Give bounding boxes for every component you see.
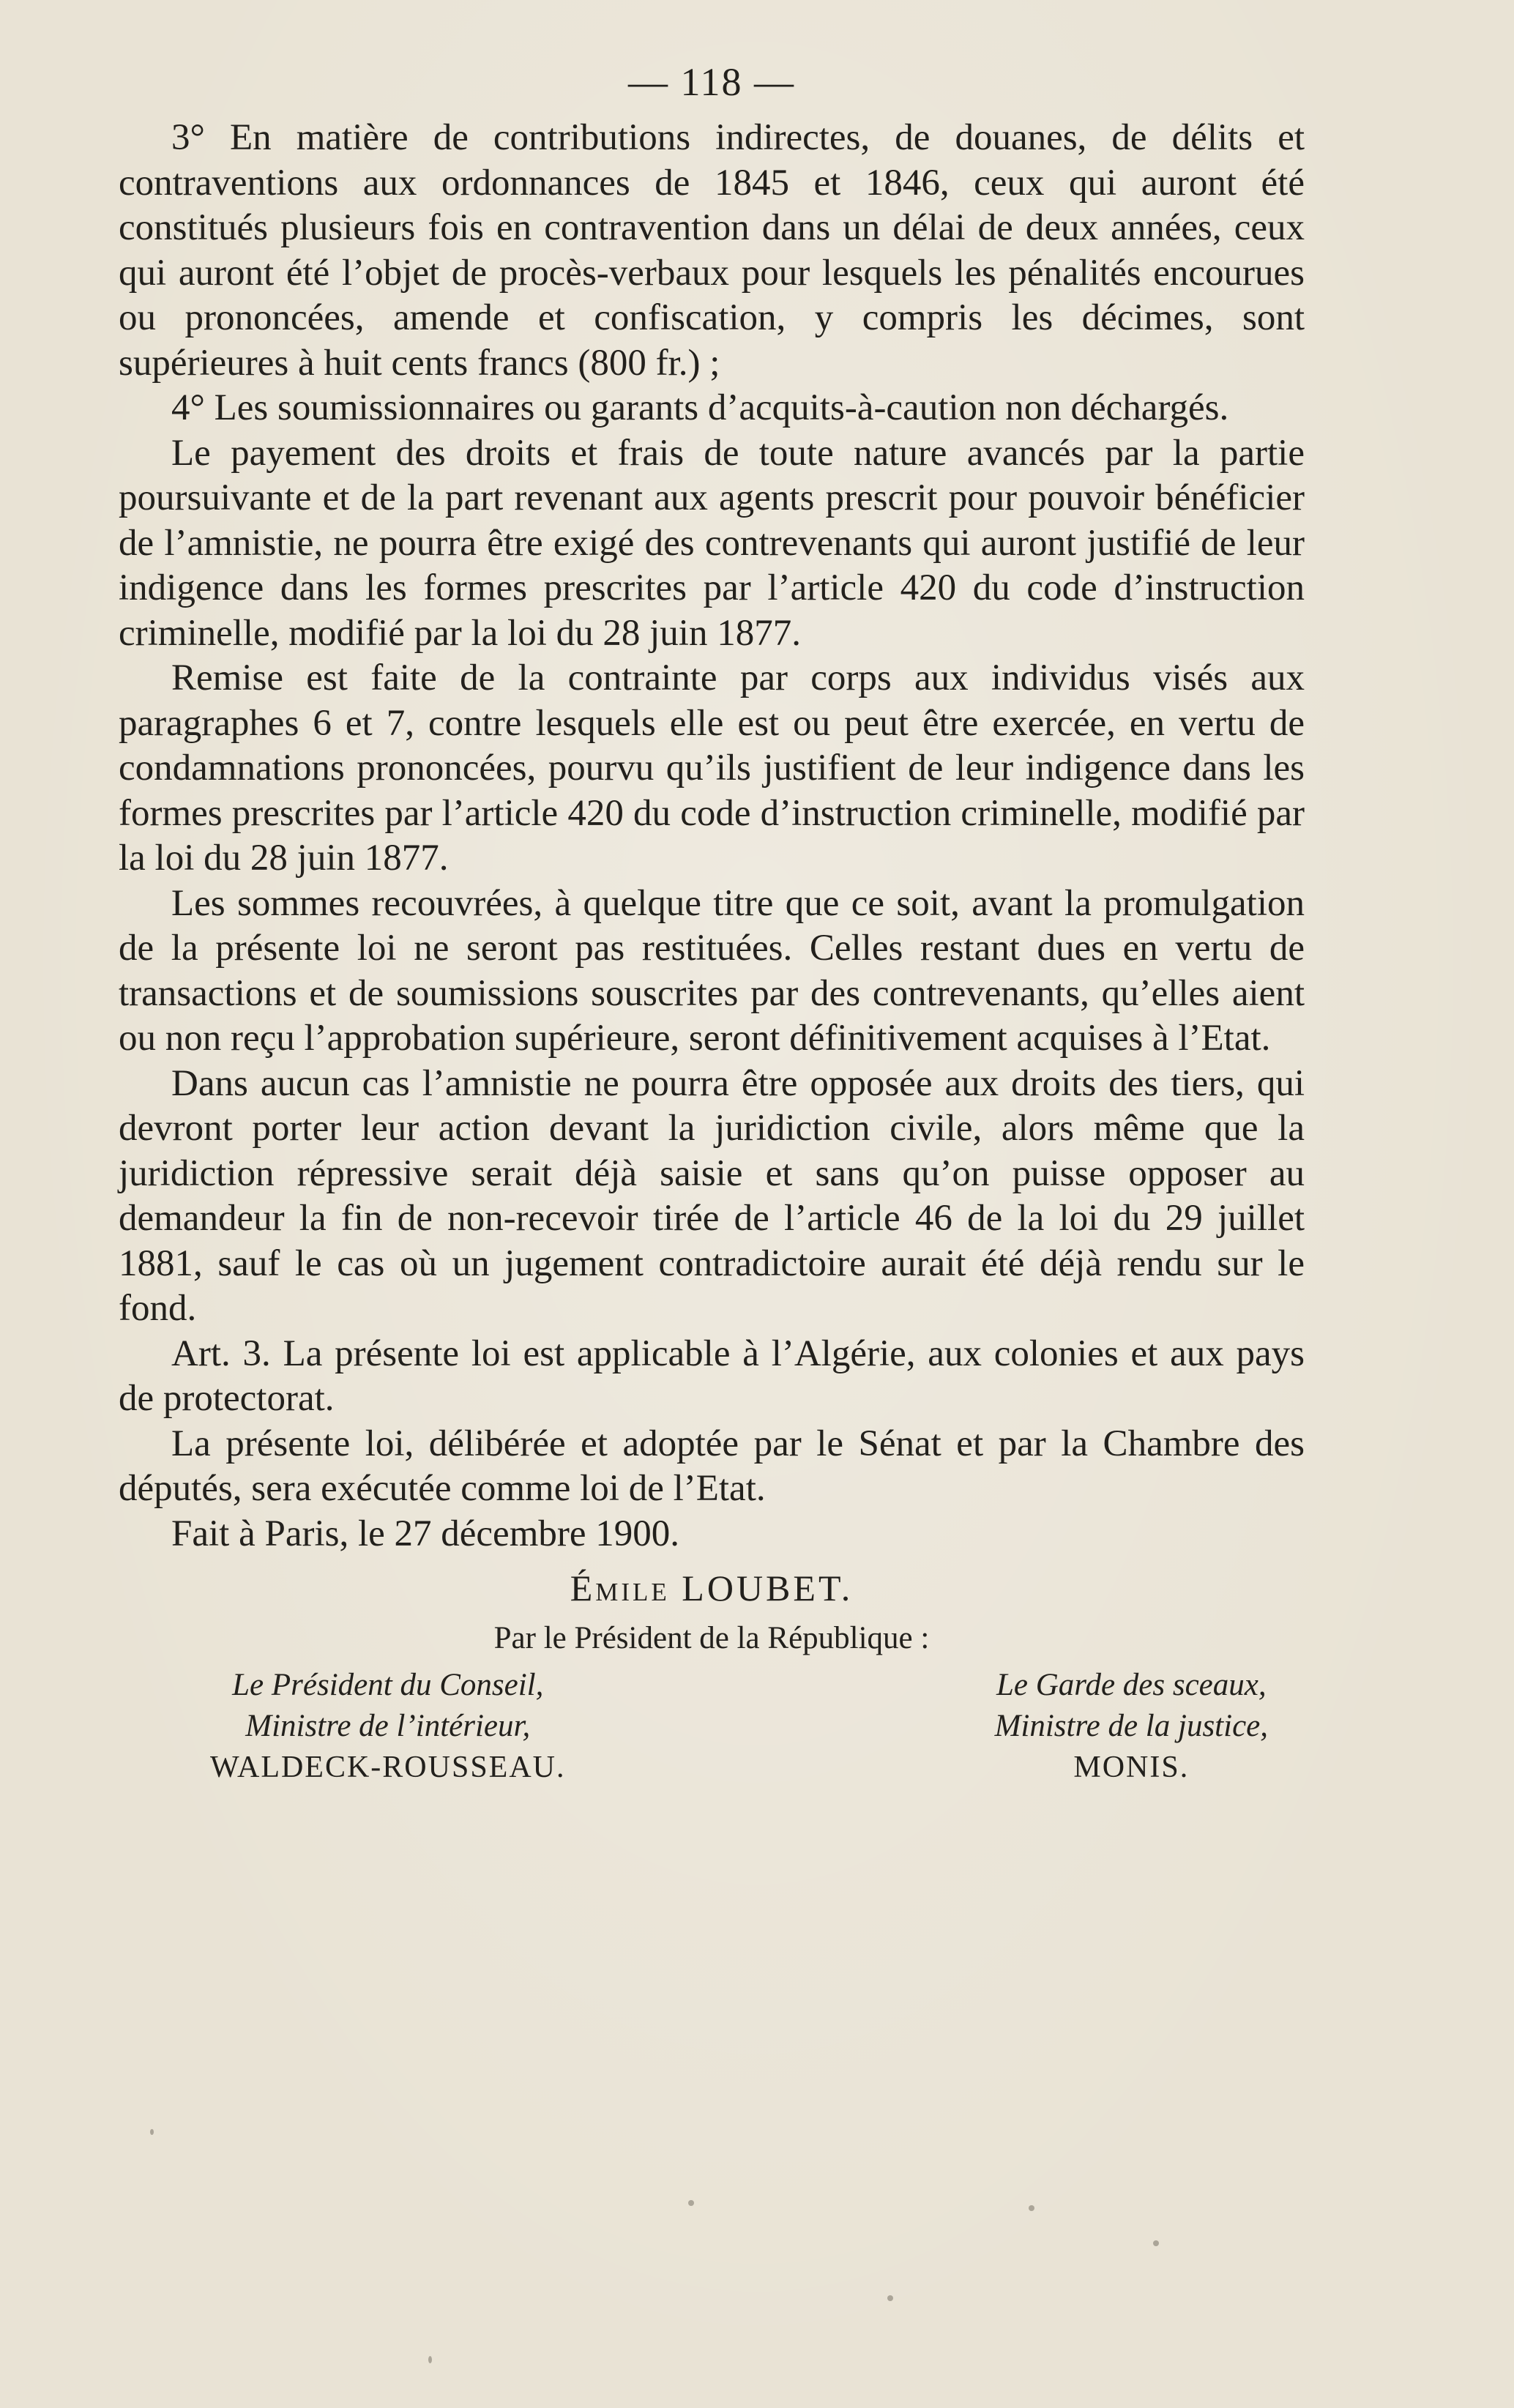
paper-speck [887, 2295, 893, 2301]
cosigner-ministry: Ministre de la justice, [994, 1709, 1268, 1743]
cosigner-ministry: Ministre de l’intérieur, [245, 1709, 531, 1743]
cosigner-title: Le Président du Conseil, [232, 1668, 544, 1702]
cosigner-garde-des-sceaux [995, 1665, 1268, 1788]
cosigner-title: Le Garde des sceaux, [996, 1668, 1267, 1702]
paragraph-article-3: Art. 3. La présente loi est applicable à l’Algérie, aux colonies et aux pays de protectorat. [119, 1332, 1305, 1419]
par-le-president: Par le Président de la République : [493, 1621, 930, 1655]
paragraph-fait-a-paris: Fait à Paris, le 27 décembre 1900. [171, 1513, 679, 1554]
paper-speck [1029, 2205, 1034, 2211]
paper-speck [1153, 2240, 1159, 2246]
paragraph-contributions-indirectes: 3° En matière de contributions indirectes, de douanes, de délits et contraventions aux ordonnances de 1845 et 1846, ceux qui auront été constitués plusieurs fois en contravention dans un délai de deux années, ceux qui auront été l’objet de procès-verbaux pour lesquels les pénalités encourues ou prononcées, amende et confiscation, y compris les décimes, sont supérieures à huit cents francs (800 fr.) ; [119, 117, 1305, 384]
document-body [119, 53, 1305, 1788]
cosigner-president-du-conseil [210, 1665, 566, 1788]
paragraph-soumissionnaires: 4° Les soumissionnaires ou garants d’acquits-à-caution non déchargés. [171, 387, 1229, 428]
paragraph-deliberee: La présente loi, délibérée et adoptée par le Sénat et par la Chambre des députés, sera exécutée comme loi de l’Etat. [119, 1423, 1305, 1509]
signature-president: Émile LOUBET. [570, 1568, 854, 1609]
paragraph-payement-des-droits: Le payement des droits et frais de toute nature avancés par la partie poursuivante et de la part revenant aux agents prescrit pour pouvoir bénéficier de l’amnistie, ne pourra être exigé des contrevenants qui auront justifié de leur indigence dans les formes prescrites par l’article 420 du code d’instruction criminelle, modifié par la loi du 28 juin 1877. [119, 432, 1305, 654]
page-number: — 118 — [628, 60, 795, 104]
paper-speck [150, 2129, 154, 2135]
paragraph-remise-contrainte: Remise est faite de la contrainte par corps aux individus visés aux paragraphes 6 et 7, contre lesquels elle est ou peut être exercée, en vertu de condamnations prononcées, pourvu qu’ils justifient de leur indigence dans les formes prescrites par l’article 420 du code d’instruction criminelle, modifié par la loi du 28 juin 1877. [119, 657, 1305, 879]
paper-speck [688, 2200, 694, 2206]
cosigner-name: MONIS. [1073, 1751, 1190, 1784]
paragraph-droits-des-tiers: Dans aucun cas l’amnistie ne pourra être opposée aux droits des tiers, qui devront porter leur action devant la juridiction civile, alors même que la juridiction répressive serait déjà saisie et sans qu’on puisse opposer au demandeur la fin de non-recevoir tirée de l’article 46 de la loi du 29 juillet 1881, sauf le cas où un jugement contradictoire aurait été déjà rendu sur le fond. [119, 1062, 1305, 1329]
cosigners [119, 1665, 1305, 1788]
paragraph-sommes-recouvrees: Les sommes recouvrées, à quelque titre que ce soit, avant la promulgation de la présente loi ne seront pas restituées. Celles restant dues en vertu de transactions et de soumissions souscrites par des contrevenants, qu’elles aient ou non reçu l’approbation supérieure, seront définitivement acquises à l’Etat. [119, 882, 1305, 1059]
paper-speck [428, 2356, 432, 2363]
cosigner-name: WALDECK-ROUSSEAU. [210, 1751, 566, 1784]
